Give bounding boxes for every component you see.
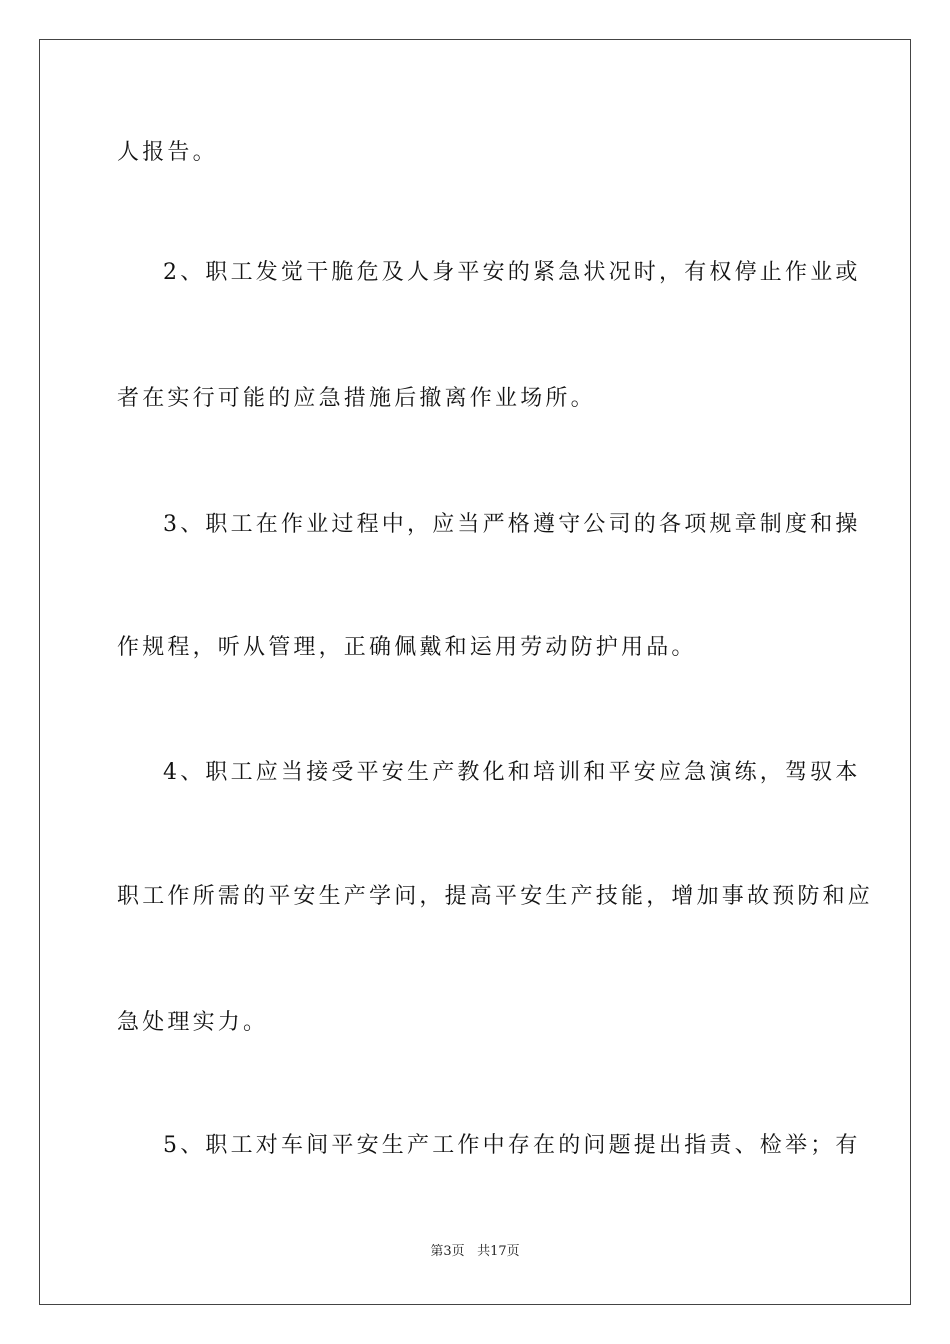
paragraph-line: 2、职工发觉干脆危及人身平安的紧急状况时，有权停止作业或 [163,260,861,285]
page-total: 共17页 [477,1244,520,1259]
paragraph-line: 3、职工在作业过程中，应当严格遵守公司的各项规章制度和操 [163,512,861,537]
paragraph-line: 急处理实力。 [117,1010,269,1035]
page-number: 第3页 [430,1244,465,1259]
paragraph-line: 作规程，听从管理，正确佩戴和运用劳动防护用品。 [117,635,697,660]
paragraph-line: 者在实行可能的应急措施后撤离作业场所。 [117,386,596,411]
page-footer [0,1243,950,1261]
paragraph-line: 4、职工应当接受平安生产教化和培训和平安应急演练，驾驭本 [163,760,861,785]
paragraph-line: 5、职工对车间平安生产工作中存在的问题提出指责、检举；有 [163,1133,861,1158]
paragraph-line: 人报告。 [117,140,218,165]
paragraph-line: 职工作所需的平安生产学问，提高平安生产技能，增加事故预防和应 [117,884,874,909]
page-border [39,39,911,1305]
